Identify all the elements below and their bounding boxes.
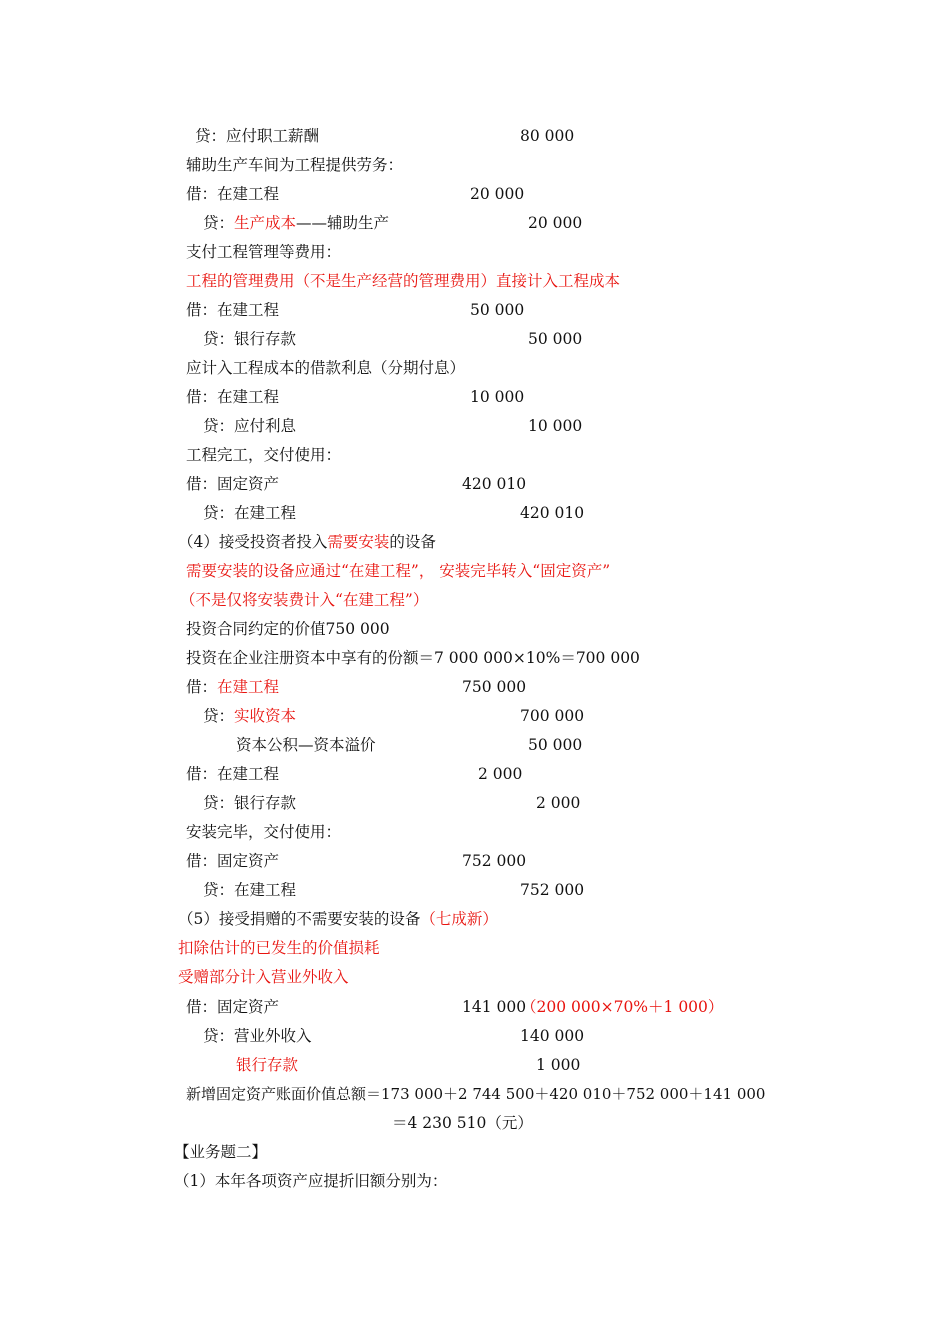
amount: 10 000 — [528, 417, 583, 435]
amount: 2 000 — [536, 794, 581, 812]
amount: 50 000 — [470, 301, 525, 319]
amount: 50 000 — [528, 330, 583, 348]
text-line — [0, 441, 950, 470]
heading-prefix: （5）接受捐赠的不需要安装的设备 — [178, 910, 421, 928]
debit-entry: 借：在建工程 — [186, 765, 280, 783]
section-heading — [178, 528, 436, 557]
debit-entry: 借：固定资产 — [186, 475, 280, 493]
text-line — [0, 847, 950, 876]
amount: 20 000 — [528, 214, 583, 232]
debit-entry — [186, 673, 279, 702]
text-line — [0, 470, 950, 499]
credit-prefix: 贷： — [203, 214, 235, 232]
heading-text: 应计入工程成本的借款利息（分期付息） — [186, 359, 466, 377]
text-line — [0, 557, 950, 586]
text-line — [0, 731, 950, 760]
text-line — [0, 354, 950, 383]
question-text: （1）本年各项资产应提折旧额分别为： — [174, 1172, 448, 1190]
debit-entry: 借：在建工程 — [186, 185, 280, 203]
text-line — [0, 1138, 950, 1167]
text-line — [0, 383, 950, 412]
credit-entry: 资本公积—资本溢价 — [236, 736, 376, 754]
text-line — [0, 180, 950, 209]
amount: 141 000 — [462, 998, 527, 1016]
text-line — [0, 1051, 950, 1080]
text-line — [0, 267, 950, 296]
heading-text: 支付工程管理等费用： — [186, 243, 342, 261]
credit-entry: 贷：应付职工薪酬 — [195, 127, 320, 145]
credit-entry — [203, 702, 296, 731]
text-line — [0, 122, 950, 151]
credit-suffix: ——辅助生产 — [296, 214, 390, 232]
text-line — [0, 615, 950, 644]
text-line — [0, 789, 950, 818]
credit-entry: 贷：在建工程 — [203, 504, 297, 522]
heading-text: 辅助生产车间为工程提供劳务： — [186, 156, 404, 174]
amount: 752 000 — [520, 881, 585, 899]
amount: 420 010 — [520, 504, 585, 522]
amount: 80 000 — [520, 127, 575, 145]
note-text: 扣除估计的已发生的价值损耗 — [178, 939, 380, 957]
text-line — [0, 586, 950, 615]
heading-suffix: 的设备 — [389, 533, 436, 551]
section-heading — [178, 905, 498, 934]
highlight-text: 实收资本 — [234, 707, 297, 725]
amount: 10 000 — [470, 388, 525, 406]
amount: 140 000 — [520, 1027, 585, 1045]
amount: 1 000 — [536, 1056, 581, 1074]
text-line — [0, 760, 950, 789]
body-text: 投资合同约定的价值750 000 — [186, 620, 390, 638]
text-line — [0, 905, 950, 934]
amount: 20 000 — [470, 185, 525, 203]
text-line — [0, 209, 950, 238]
highlight-text: 需要安装 — [327, 533, 390, 551]
text-line — [0, 499, 950, 528]
calculation-note: （200 000×70%＋1 000） — [521, 998, 724, 1016]
note-text: 需要安装的设备应通过“在建工程”， 安装完毕转入“固定资产” — [186, 562, 611, 580]
text-line — [0, 296, 950, 325]
credit-entry: 贷：营业外收入 — [203, 1027, 312, 1045]
text-line — [0, 528, 950, 557]
debit-prefix: 借： — [186, 678, 218, 696]
credit-entry — [203, 209, 389, 238]
heading-text: 安装完毕，交付使用： — [186, 823, 342, 841]
total-formula: 新增固定资产账面价值总额＝173 000＋2 744 500＋420 010＋752 000＋141 000 — [186, 1085, 766, 1103]
text-line — [0, 1167, 950, 1196]
text-line — [0, 412, 950, 441]
text-line — [0, 1109, 950, 1138]
amount: 50 000 — [528, 736, 583, 754]
credit-entry: 贷：在建工程 — [203, 881, 297, 899]
text-line — [0, 993, 950, 1022]
total-result: ＝4 230 510（元） — [392, 1114, 533, 1132]
text-line — [0, 963, 950, 992]
text-line — [0, 818, 950, 847]
section-title: 【业务题二】 — [174, 1143, 268, 1161]
credit-entry: 银行存款 — [236, 1056, 299, 1074]
text-line — [0, 238, 950, 267]
text-line — [0, 934, 950, 963]
debit-entry: 借：固定资产 — [186, 852, 280, 870]
debit-entry: 借：在建工程 — [186, 301, 280, 319]
text-line — [0, 702, 950, 731]
amount: 420 010 — [462, 475, 527, 493]
body-text: 投资在企业注册资本中享有的份额＝7 000 000×10%＝700 000 — [186, 649, 640, 667]
text-line — [0, 325, 950, 354]
text-line — [0, 1080, 950, 1109]
amount: 750 000 — [462, 678, 527, 696]
debit-entry: 借：固定资产 — [186, 998, 280, 1016]
credit-entry: 贷：银行存款 — [203, 794, 297, 812]
text-line — [0, 1022, 950, 1051]
text-line — [0, 151, 950, 180]
text-line — [0, 876, 950, 905]
text-line — [0, 644, 950, 673]
heading-prefix: （4）接受投资者投入 — [178, 533, 328, 551]
note-text: 受赠部分计入营业外收入 — [178, 968, 349, 986]
highlight-text: （七成新） — [420, 910, 498, 928]
credit-entry: 贷：应付利息 — [203, 417, 297, 435]
note-text: （不是仅将安装费计入“在建工程”） — [180, 591, 429, 609]
amount: 2 000 — [478, 765, 523, 783]
amount: 700 000 — [520, 707, 585, 725]
amount: 752 000 — [462, 852, 527, 870]
credit-prefix: 贷： — [203, 707, 235, 725]
debit-entry: 借：在建工程 — [186, 388, 280, 406]
note-text: 工程的管理费用（不是生产经营的管理费用）直接计入工程成本 — [186, 272, 621, 290]
highlight-text: 生产成本 — [234, 214, 297, 232]
credit-entry: 贷：银行存款 — [203, 330, 297, 348]
highlight-text: 在建工程 — [217, 678, 280, 696]
text-line — [0, 673, 950, 702]
heading-text: 工程完工，交付使用： — [186, 446, 342, 464]
